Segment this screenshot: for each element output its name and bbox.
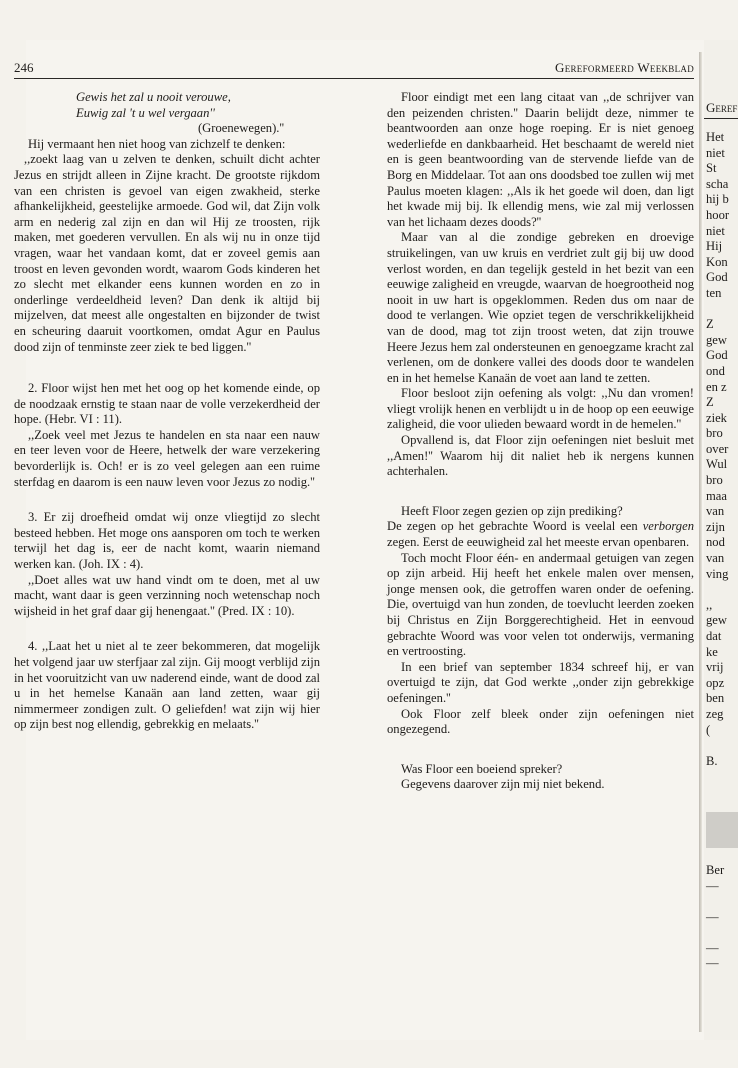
paragraph: Ook Floor zelf bleek onder zijn oefeningen niet ongezegend.: [387, 706, 694, 737]
right-page-line: over: [706, 441, 729, 456]
right-page-line: ten: [706, 285, 722, 300]
right-page-line: [706, 785, 729, 801]
right-page-fragment: [704, 40, 738, 1040]
paragraph: 4. ,,Laat het u niet al te zeer bekommeren, dat mogelijk het volgend jaar uw sterfjaar zal zijn. Gij moogt verblijd zijn in het vooruitzicht van uw naderend einde, want de dood zal u in het hemelse Kanaän aan land zetten, waar gij nimmermeer zondigen zult. O geliefden! wat zijn wij hier op zijn best nog ellendig, gebrekkig en melaats.'': [14, 639, 321, 732]
right-page-line: ond: [706, 363, 725, 378]
right-page-line: Het: [706, 130, 725, 144]
right-page-line: [706, 738, 729, 754]
paragraph: Toch mocht Floor één- en andermaal getuigen van zegen op zijn arbeid. Hij heeft het enkele malen over mensen, jonge mensen ook, die getroffen waren onder de oefening. Die, overtuigd van hun zonden, de toevlucht leerden zoeken bij Christus en Zijn Borggerechtigheid. Het in eenvoud gebrachte Woord was voor velen tot onderwijs, vermaning en vertroosting.: [387, 550, 694, 659]
right-page-line: vrij: [706, 660, 724, 675]
left-column: [14, 90, 320, 733]
paragraph: 3. Er zij droefheid omdat wij onze vliegtijd zo slecht besteed hebben. Het moge ons aansporen om toch te werken terwijl het dag is, eer de nacht komt, waarin niemand werken kan. (Joh. IX : 4).: [14, 510, 320, 572]
header-rule: [14, 78, 694, 79]
poem-line-2: Euwig zal 't u wel vergaan'': [76, 105, 215, 120]
journal-title: Gereformeerd Weekblad: [555, 60, 694, 75]
right-page-line: maa: [706, 488, 727, 503]
right-page-line: ben: [706, 691, 725, 706]
right-page-line: scha: [706, 176, 729, 191]
paragraph: Opvallend is, dat Floor zijn oefeningen niet besluit met ,,Amen!'' Waarom hij dit naliet heb ik nergens kunnen achterhalen.: [387, 433, 694, 479]
right-page-line: [706, 894, 729, 910]
right-page-line: Ber: [706, 862, 725, 877]
right-page-line: gew: [706, 332, 727, 347]
right-page-line: ziek: [706, 410, 727, 425]
right-page-line: hij b: [706, 192, 729, 207]
right-page-line: Kon: [706, 254, 728, 269]
poem-quote: [76, 90, 320, 121]
paragraph: Gegevens daarover zijn mij niet bekend.: [401, 777, 605, 792]
right-page-line: zijn: [706, 519, 725, 534]
right-page-line: van: [706, 504, 725, 519]
right-page-figure: [706, 812, 738, 848]
paragraph: Hij vermaant hen niet hoog van zichzelf te denken:: [28, 136, 286, 151]
poem-attribution: (Groenewegen).'': [197, 121, 284, 136]
right-page-line: [706, 582, 729, 598]
right-page-line: en z: [706, 379, 727, 394]
text-run: De zegen op het gebrachte Woord is veelal een: [387, 519, 643, 534]
paragraph: Floor besloot zijn oefening als volgt: ,,Nu dan vromen! vliegt vrolijk henen en verblijdt u in de hoop op een eeuwige zaligheid, die voor ulieden bewaard wordt in de hemelen.'': [387, 386, 694, 432]
right-page-header: Geref: [706, 100, 738, 115]
paragraph: Was Floor een boeiend spreker?: [401, 761, 563, 776]
right-page-line: [706, 925, 729, 941]
right-page-line: Z: [706, 395, 714, 410]
right-page-line: —: [706, 878, 719, 893]
page-number: 246: [14, 60, 34, 75]
right-page-line: Z: [706, 317, 714, 332]
right-page-line: opz: [706, 675, 725, 690]
right-page-line: niet: [706, 223, 725, 238]
right-page-line: zeg: [706, 706, 724, 721]
right-page-line: Wul: [706, 457, 728, 472]
right-page-line: —: [706, 940, 719, 955]
paragraph: Heeft Floor zegen gezien op zijn prediking?: [401, 503, 623, 518]
paragraph: 2. Floor wijst hen met het oog op het komende einde, op de noodzaak ernstig te staan naar de volle verzekerdheid der hope. (Hebr. VI : 11).: [14, 381, 320, 427]
right-page-line: niet: [706, 145, 725, 160]
right-page-line: ,,: [706, 597, 713, 612]
right-page-line: B.: [706, 753, 718, 768]
right-page-line: —: [706, 909, 719, 924]
text-run: zegen. Eerst de eeuwigheid zal het meeste ervan openbaren.: [387, 535, 690, 550]
right-page-line: God: [706, 348, 728, 363]
right-page-line: St: [706, 161, 717, 176]
block-quote: ,,zoekt laag van u zelven te denken, schuilt dicht achter Jezus en strijdt alleen in Zijne kracht. De grootste rijkdom van een christen is gevoel van eigen zwakheid, sterke afhankelijkheid, geestelijke armoede. God wil, dat Zijn volk arm en nederig zal zijn en dan wil Hij ze troosten, rijk maken, met goederen vervullen. En als wij nu in onze tijd vragen, waar het vandaan komt, dat er zoveel gemis aan troost en leven gevonden wordt, waarom Gods kinderen het zo slecht met elkander eens kunnen worden en zo in onderlinge verdeeldheid leven? Dan denk ik altijd bij mijzelven, dat meest alle ongestalten en bijzonder de twist en scheuring daaruit voortkomen, omdat Agur en Paulus dood zijn of tenminste zeer ziek te bed liggen.'': [14, 152, 320, 354]
right-page-line: nod: [706, 535, 725, 550]
right-page-line: Hij: [706, 239, 723, 254]
right-page-line: van: [706, 551, 725, 566]
paragraph: Floor eindigt met een lang citaat van ,,de schrijver van den peizenden christen.'' Daarin belijdt deze, nimmer te beantwoorden aan onze hoge roeping. Er is niet genoeg wederliefde en dankbaarheid. Het beschaamt de wereld niet en is geen beantwoording van de stervende liefde van de Borg en Middelaar. Tot aan ons doodsbed toe zullen wij met Paulus moeten klagen: ,,Als ik het goede wil doen, dan ligt het kwade mij bij. Ik ellendig mens, wie zal mij verlossen van het lichaam dezes doods?'': [387, 90, 694, 229]
right-page-line: bro: [706, 426, 723, 441]
paragraph: ,,Zoek veel met Jezus te handelen en sta naar een nauw en teer leven voor de Heere, hetwelk der ware verzekering bevorderlijk is. Och! er is zo veel gelegen aan een ruime sterfdag en daarom is een nauw leven voor Jezus zo nodig.'': [14, 427, 320, 489]
middle-column: [387, 90, 694, 793]
poem-line-1: Gewis het zal u nooit verouwe,: [76, 90, 231, 104]
right-page-line: [706, 302, 729, 318]
right-page-line: hoor: [706, 207, 730, 222]
right-page-line: —: [706, 956, 719, 971]
right-page-line: bro: [706, 473, 723, 488]
paragraph: In een brief van september 1834 schreef hij, er van overtuigd te zijn, dat God werkte ,,onder zijn gebrekkige oefeningen.'': [387, 659, 694, 705]
paragraph: ,,Doet alles wat uw hand vindt om te doen, met al uw macht, want daar is geen verzinning noch wetenschap noch wijsheid in het graf daar gij henengaat.'' (Pred. IX : 10).: [14, 572, 320, 618]
right-page-rule: [704, 118, 738, 119]
book-gutter: [699, 52, 702, 1032]
emphasis: verborgen: [642, 519, 694, 534]
right-page-line: [706, 847, 729, 863]
right-page-line: dat: [706, 629, 722, 643]
running-header: [14, 60, 694, 76]
right-page-line: God: [706, 270, 728, 285]
right-page-line: ving: [706, 566, 729, 581]
paragraph: Maar van al die zondige gebreken en droevige struikelingen, van uw kruis en verdriet zult gij bij uw dood verlost worden, en dan tegelijk gesteld in het bezit van een eeuwige zaligheid en vreugde, waarvan de hoegrootheid nog nooit in uw hart is opgeklommen. Reden dus om naar de dood te verlangen. Wie opziet tegen de verschrikkelijkheid van de dood, mag tot zijn troost weten, dat zijn trouwe Heere Jezus hem zal ondersteunen en genoegzame kracht zal verlenen, om de donkere vallei des doods door te wandelen en in het hemelse Kanaän de voet aan land te zetten.: [387, 230, 694, 385]
paragraph: [387, 519, 694, 550]
right-page-line: (: [706, 722, 711, 737]
right-page-line: ke: [706, 644, 718, 659]
right-page-line: [706, 769, 729, 785]
right-page-line: gew: [706, 613, 727, 628]
